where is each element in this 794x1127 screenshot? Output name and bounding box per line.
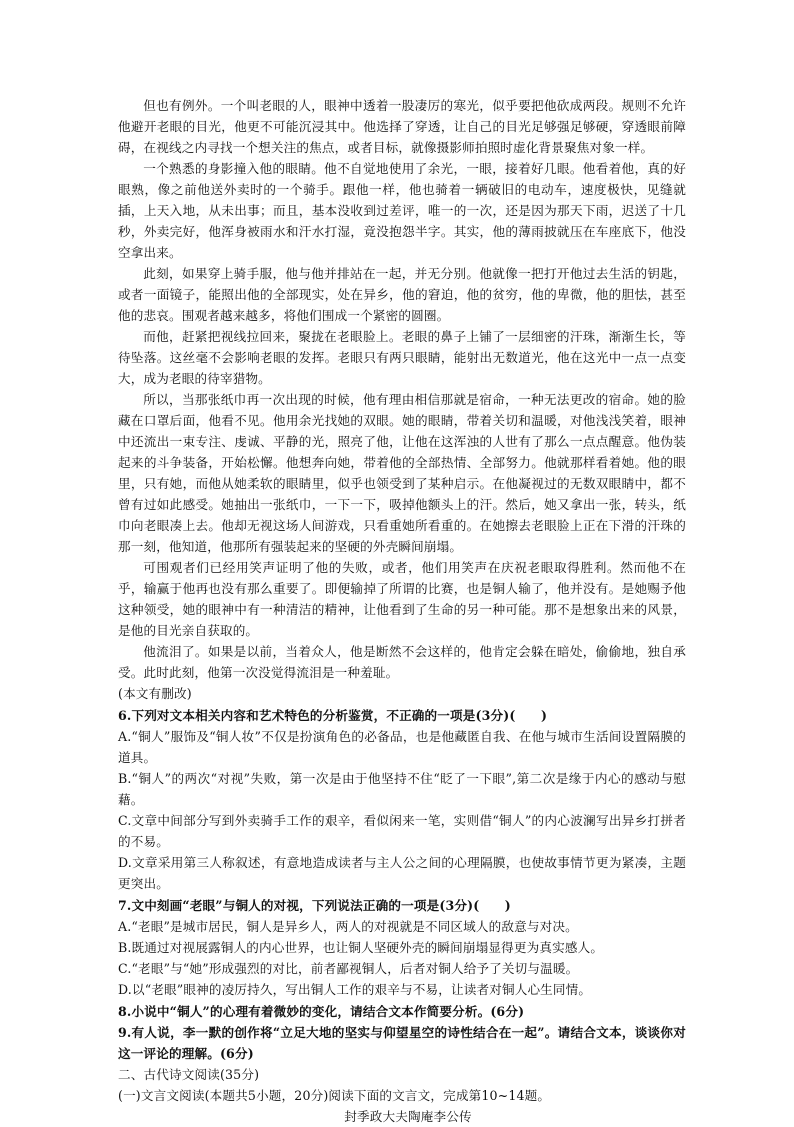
question-6-option-a: A.“铜人”服饰及“铜人妆”不仅是扮演角色的必备品，也是他藏匿自我、在他与城市生活间设置隔膜的道具。 <box>118 729 686 765</box>
paragraph-4: 而他，赶紧把视线拉回来，聚拢在老眼脸上。老眼的鼻子上铺了一层细密的汗珠，渐渐生长，等待坠落。这丝毫不会影响老眼的发挥。老眼只有两只眼睛，能射出无数道光，他在这光中一点一点变大，成为老眼的待宰猎物。 <box>118 329 686 386</box>
question-6-option-d: D.文章采用第三人称叙述，有意地造成读者与主人公之间的心理隔膜，也使故事情节更为紧凑，主题更突出。 <box>118 855 686 891</box>
section-heading-ancient-reading: 二、古代诗文阅读(35分) <box>118 1067 260 1082</box>
passage-title: 封季政大夫陶庵李公传 <box>344 1109 472 1124</box>
question-7-option-d: D.以“老眼”眼神的凌厉持久，写出铜人工作的艰辛与不易，让读者对铜人心生同情。 <box>118 982 592 997</box>
question-7-option-b: B.既通过对视展露铜人的内心世界，也让铜人坚硬外壳的瞬间崩塌显得更为真实感人。 <box>118 940 604 955</box>
paragraph-1: 但也有例外。一个叫老眼的人，眼神中透着一股凄厉的寒光，似乎要把他砍成两段。规则不允许他避开老眼的目光，他更不可能沉浸其中。他选择了穿透，让自己的目光足够强足够硬，穿透眼前障碍，在视线之内寻找一个想关注的焦点，或者目标，就像摄影师拍照时虚化背景聚焦对象一样。 <box>118 98 686 155</box>
question-6-option-b: B.“铜人”的两次“对视”失败，第一次是由于他坚持不住“眨了一下眼”,第二次是缘于内心的感动与慰藉。 <box>118 771 686 807</box>
source-note: (本文有删改) <box>118 686 192 701</box>
question-7-option-c: C.“老眼”与“她”形成强烈的对比，前者鄙视铜人，后者对铜人给予了关切与温暖。 <box>118 961 579 976</box>
question-6: 6.下列对文本相关内容和艺术特色的分析鉴赏，不正确的一项是(3分)( ) <box>118 708 548 723</box>
paragraph-6: 可围观者们已经用笑声证明了他的失败，或者，他们用笑声在庆祝老眼取得胜利。然而他不在乎，输赢于他再也没有那么重要了。即便输掉了所谓的比赛，也是铜人输了，他并没有。是她赐予他这种领受，她的眼神中有一种清洁的精神，让他看到了生命的另一种可能。那不是想象出来的风景，是他的目光亲自获取的。 <box>118 560 686 638</box>
question-6-option-c: C.文章中间部分写到外卖骑手工作的艰辛，看似闲来一笔，实则借“铜人”的内心波澜写出异乡打拼者的不易。 <box>118 813 686 849</box>
question-7-option-a: A.“老眼”是城市居民，铜人是异乡人，两人的对视就是不同区域人的敌意与对决。 <box>118 919 578 934</box>
paragraph-2: 一个熟悉的身影撞入他的眼睛。他不自觉地使用了余光，一眼，接着好几眼。他看着他，真的好眼熟，像之前他送外卖时的一个骑手。跟他一样，他也骑着一辆破旧的电动车，速度极快，见缝就插，上天入地，从未出事；而且，基本没收到过差评，唯一的一次，还是因为那天下雨，迟送了十几秒，外卖完好，他浑身被雨水和汗水打湿，竟没抱怨半字。其实，他的薄雨披就压在车座底下，他没空拿出来。 <box>118 161 686 260</box>
document-page <box>118 95 686 1127</box>
question-8: 8.小说中“铜人”的心理有着微妙的变化，请结合文本作简要分析。(6分) <box>118 1004 525 1019</box>
question-7: 7.文中刻画“老眼”与铜人的对视，下列说法正确的一项是(3分)( ) <box>118 898 511 913</box>
question-9: 9.有人说，李一默的创作将“立足大地的坚实与仰望星空的诗性结合在一起”。请结合文本，谈谈你对这一评论的理解。(6分) <box>118 1025 686 1061</box>
subsection-heading-classical-chinese: (一)文言文阅读(本题共5小题，20分)阅读下面的文言文，完成第10~14题。 <box>118 1088 551 1103</box>
paragraph-5: 所以，当那张纸巾再一次出现的时候，他有理由相信那就是宿命，一种无法更改的宿命。她的脸藏在口罩后面，他看不见。他用余光找她的双眼。她的眼睛，带着关切和温暖，对他浅浅笑着，眼神中还流出一束专注、虔诚、平静的光，照亮了他，让他在这浑浊的人世有了那么一点点醒意。他伪装起来的斗争装备，开始松懈。他想奔向她，带着他的全部热情、全部努力。他就那样看着她。他的眼里，只有她，而他从她柔软的眼睛里，似乎也领受到了某种启示。在他凝视过的无数双眼睛中，都不曾有过如此感受。她抽出一张纸巾，一下一下，吸掉他额头上的汗。然后，她又拿出一张，转头，纸巾向老眼凑上去。他却无视这场人间游戏，只看重她所看重的。在她擦去老眼脸上正在下滑的汗珠的那一刻，他知道，他那所有强装起来的坚硬的外壳瞬间崩塌。 <box>118 392 686 554</box>
paragraph-3: 此刻，如果穿上骑手服，他与他并排站在一起，并无分别。他就像一把打开他过去生活的钥匙，或者一面镜子，能照出他的全部现实，处在异乡，他的窘迫，他的贫穷，他的卑微，他的胆怯，甚至他的悲哀。围观者越来越多，将他们围成一个紧密的圆圈。 <box>118 266 686 323</box>
paragraph-7: 他流泪了。如果是以前，当着众人，他是断然不会这样的，他肯定会躲在暗处，偷偷地，独自承受。此时此刻，他第一次没觉得流泪是一种羞耻。 <box>118 644 686 680</box>
